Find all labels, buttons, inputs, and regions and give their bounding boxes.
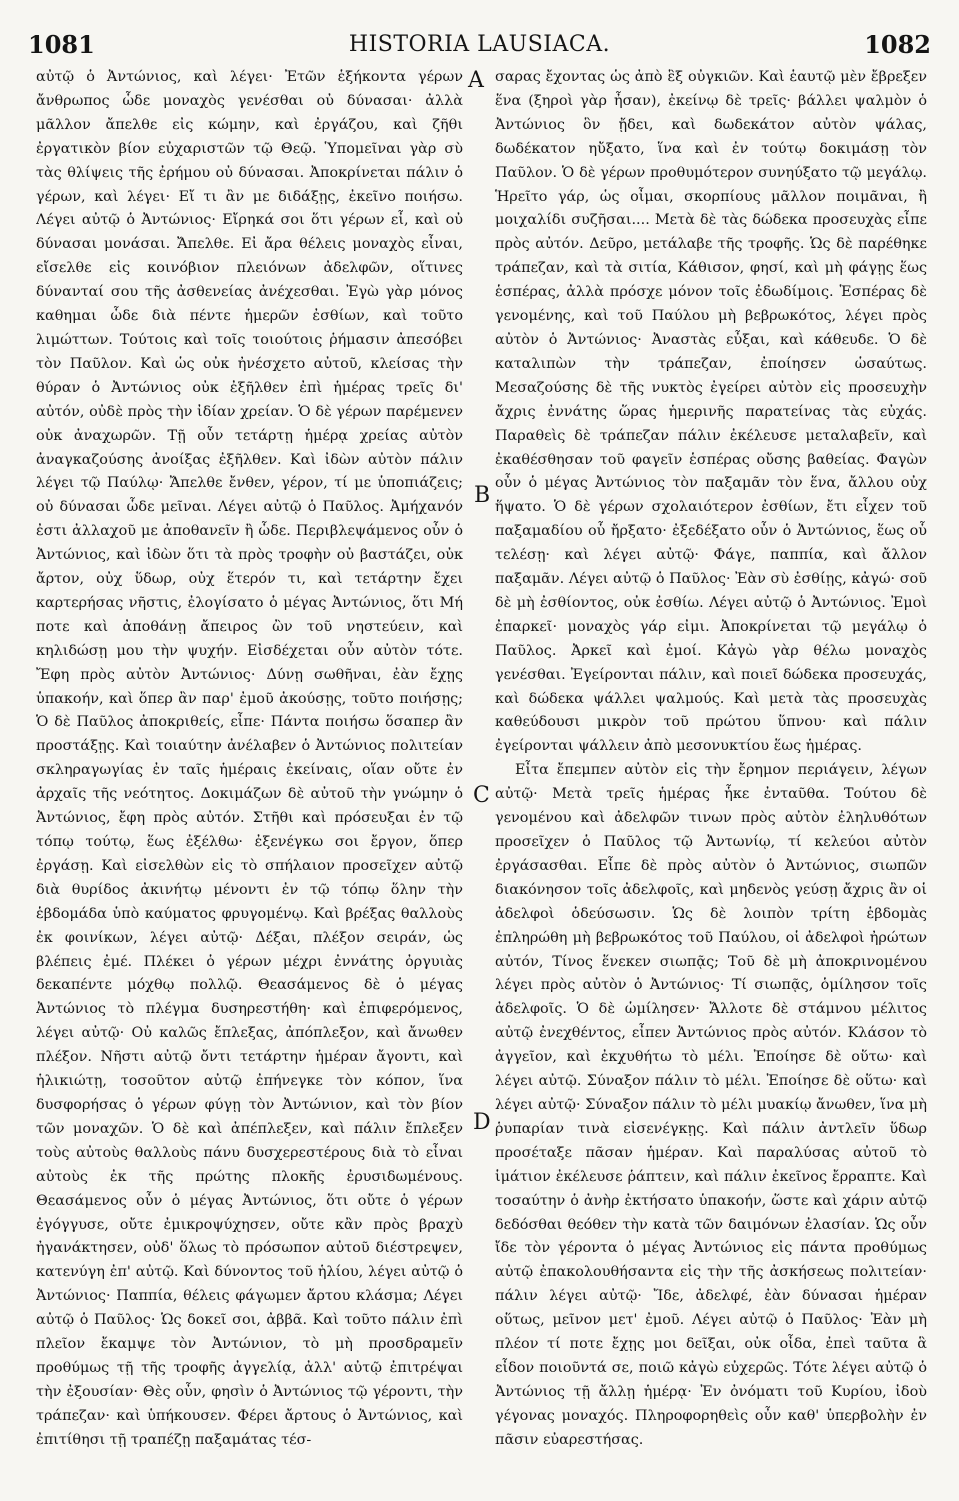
paragraph: σαρας ἔχοντας ὡς ἀπὸ ἓξ οὐγκιῶν. Καὶ ἑαυτῷ μὲν ἔβρεξεν ἕνα (ξηροὶ γὰρ ἦσαν), ἐκείνῳ δὲ τρεῖς· βάλλει ψαλμὸν ὁ Ἀντώνιος ὃν ᾔδει, καὶ δωδεκάτον αὐτὸν ψάλας, δωδέκατον ηὔξατο, ἵνα καὶ ἐν τούτῳ δοκιμάσῃ τὸν Παῦλον. Ὁ δὲ γέρων προθυμότερον συνηύξατο τῷ μεγάλῳ. Ἡρεῖτο γάρ, ὡς οἶμαι, σκορπίους μᾶλλον ποιμᾶναι, ἢ μοιχαλίδι συζῆσαι.... Μετὰ δὲ τὰς δώδεκα προσευχὰς εἶπε πρὸς αὐτόν. Δεῦρο, μετάλαβε τῆς τροφῆς. Ὡς δὲ παρέθηκε τράπεζαν, καὶ τὰ σιτία, Κάθισον, φησί, καὶ μὴ φάγῃς ἕως ἑσπέρας, ἀλλὰ πρόσχε μόνον τοῖς ἐδωδίμοις. Ἑσπέρας δὲ γενομένης, καὶ τοῦ Παύλου μὴ βεβρωκότος, λέγει πρὸς αὐτὸν ὁ Ἀντώνιος· Ἀναστὰς εὖξαι, καὶ κάθευδε. Ὁ δὲ καταλιπὼν τὴν τράπεζαν, ἐποίησεν ὡσαύτως. Μεσαζούσης δὲ τῆς νυκτὸς ἐγείρει αὐτὸν εἰς προσευχὴν ἄχρις ἐννάτης ὥρας ἡμερινῆς παρατείνας τὰς εὐχάς. Παραθεὶς δὲ τράπεζαν πάλιν ἐκέλευσε μεταλαβεῖν, καὶ ἐκαθέσθησαν τοῦ φαγεῖν ἑσπέρας οὔσης βαθείας. Φαγὼν οὖν ὁ μέγας Ἀντώνιος τὸν παξαμᾶν τὸν ἕνα, ἄλλου οὐχ ἥψατο. Ὁ δὲ γέρων σχολαιότερον ἐσθίων, ἔτι εἶχεν τοῦ παξαμαδίου οὗ ἤρξατο· ἐξεδέξατο οὖν ὁ Ἀντώνιος, ἕως οὗ τελέσῃ· καὶ λέγει αὐτῷ· Φάγε, παππία, καὶ ἄλλον παξαμᾶν. Λέγει αὐτῷ ὁ Παῦλος· Ἐὰν σὺ ἐσθίῃς, κἀγώ· σοῦ δὲ μὴ ἐσθίοντος, οὐκ ἐσθίω. Λέγει αὐτῷ ὁ Ἀντώνιος. Ἐμοὶ ἐπαρκεῖ· μοναχὸς γάρ εἰμι. Ἀποκρίνεται τῷ μεγάλῳ ὁ Παῦλος. Ἀρκεῖ καὶ ἐμοί. Κἀγὼ γὰρ θέλω μοναχὸς γενέσθαι. Ἐγείρονται πάλιν, καὶ ποιεῖ δώδεκα προσευχάς, καὶ δώδεκα ψάλλει ψαλμούς. Καὶ μετὰ τὰς προσευχὰς καθεύδουσι μικρὸν τοῦ πρώτου ὕπνου· καὶ πάλιν ἐγείρονται ψάλλειν ἀπὸ μεσονυκτίου ἕως ἡμέρας. (495, 69, 927, 755)
page-number-left: 1081 (28, 30, 95, 59)
paragraph: αὐτῷ ὁ Ἀντώνιος, καὶ λέγει· Ἐτῶν ἑξήκοντα γέρων ἄνθρωπος ὧδε μοναχὸς γενέσθαι οὐ δύνασαι· ἀλλὰ μᾶλλον ἄπελθε εἰς κώμην, καὶ ἐργάζου, καὶ ζῆθι ἐργατικὸν βίον εὐχαριστῶν τῷ Θεῷ. Ὑπομεῖναι γὰρ σὺ τὰς θλίψεις τῆς ἐρήμου οὐ δύνασαι. Ἀποκρίνεται πάλιν ὁ γέρων, καὶ λέγει· Εἴ τι ἂν με διδάξῃς, ἐκεῖνο ποιήσω. Λέγει αὐτῷ ὁ Ἀντώνιος· Εἴρηκά σοι ὅτι γέρων εἶ, καὶ οὐ δύνασαι μονάσαι. Ἄπελθε. Εἰ ἄρα θέλεις μοναχὸς εἶναι, εἴσελθε εἰς κοινόβιον πλειόνων ἀδελφῶν, οἵτινες δύνανταί σου τῆς ἀσθενείας ἀνέχεσθαι. Ἐγὼ γὰρ μόνος καθημαι ὧδε διὰ πέντε ἡμερῶν ἐσθίων, καὶ τοῦτο λιμώττων. Τούτοις καὶ τοῖς τοιούτοις ῥήμασιν ἀπεσόβει τὸν Παῦλον. Καὶ ὡς οὐκ ἠνέσχετο αὐτοῦ, κλείσας τὴν θύραν ὁ Ἀντώνιος οὐκ ἐξῆλθεν ἐπὶ ἡμέρας τρεῖς δι' αὐτόν, οὐδὲ πρὸς τὴν ἰδίαν χρείαν. Ὁ δὲ γέρων παρέμενεν οὐκ ἀναχωρῶν. Τῇ οὖν τετάρτῃ ἡμέρᾳ χρείας αὐτὸν ἀναγκαζούσης ἀνοίξας ἐξῆλθεν. Καὶ ἰδὼν αὐτὸν πάλιν λέγει τῷ Παύλῳ· Ἄπελθε ἔνθεν, γέρον, τί με ὑποπιάζεις; οὐ δύνασαι ὧδε μεῖναι. Λέγει αὐτῷ ὁ Παῦλος. Ἀμήχανόν ἐστι ἀλλαχοῦ με ἀποθανεῖν ἢ ὧδε. Περιβλεψάμενος οὖν ὁ Ἀντώνιος, καὶ ἰδὼν ὅτι τὰ πρὸς τροφὴν οὐ βαστάζει, οὐκ ἄρτον, οὐχ ὕδωρ, οὐχ ἕτερόν τι, καὶ τετάρτην ἔχει καρτερήσας νῆστις, ἐλογίσατο ὁ μέγας Ἀντώνιος, ὅτι Μή ποτε καὶ ἀποθάνῃ ἄπειρος ὢν τοῦ νηστεύειν, καὶ κηλιδώσῃ μου τὴν ψυχήν. Εἰσδέχεται οὖν αὐτὸν τότε. Ἔφη πρὸς αὐτὸν Ἀντώνιος· Δύνῃ σωθῆναι, ἐὰν ἔχῃς ὑπακοήν, καὶ ὅπερ ἂν παρ' ἐμοῦ ἀκούσῃς, τοῦτο ποιήσῃς; Ὁ δὲ Παῦλος ἀποκριθείς, εἶπε· Πάντα ποιήσω ὅσαπερ ἂν προστάξῃς. Καὶ τοιαύτην ἀνέλαβεν ὁ Ἀντώνιος πολιτείαν σκληραγωγίας ἐν ταῖς ἡμέραις ἐκείναις, οἵαν οὔτε ἐν ἀρχαῖς τῆς νεότητος. Δοκιμάζων δὲ αὐτοῦ τὴν γνώμην ὁ Ἀντώνιος, ἔφη πρὸς αὐτόν. Στῆθι καὶ πρόσευξαι ἐν τῷ τόπῳ τούτῳ, ἕως ἐξέλθω· ἐξενέγκω σοι ἔργον, ὅπερ ἐργάσῃ. Καὶ εἰσελθὼν εἰς τὸ σπήλαιον προσεῖχεν αὐτῷ διὰ θυρίδος ἀκινήτῳ μένοντι ἐν τῷ τόπῳ ὅλην τὴν ἑβδομάδα ὑπὸ καύματος φρυγομένῳ. Καὶ βρέξας θαλλοὺς ἐκ φοινίκων, λέγει αὐτῷ· Δέξαι, πλέξον σειράν, ὡς βλέπεις ἐμέ. Πλέκει ὁ γέρων μέχρι ἐννάτης ὀργυιὰς δεκαπέντε μόχθῳ πολλῷ. Θεασάμενος δὲ ὁ μέγας Ἀντώνιος τὸ πλέγμα δυσηρεστήθη· καὶ ἐπιφερόμενος, λέγει αὐτῷ· Οὐ καλῶς ἔπλεξας, ἀπόπλεξον, καὶ ἄνωθεν πλέξον. Νῆστι αὐτῷ ὄντι τετάρτην ἡμέραν ἄγοντι, καὶ ἡλικιώτῃ, τοσοῦτον αὐτῷ ἐπήνεγκε τὸν κόπον, ἵνα δυσφορήσας ὁ γέρων φύγῃ τὸν Ἀντώνιον, καὶ τὸν βίον τῶν μοναχῶν. Ὁ δὲ καὶ ἀπέπλεξεν, καὶ πάλιν ἔπλεξεν τοὺς αὐτοὺς θαλλοὺς πάνυ δυσχερεστέρους διὰ τὸ εἶναι αὐτοὺς ἐκ τῆς πρώτης πλοκῆς ἐρυσιδωμένους. Θεασάμενος οὖν ὁ μέγας Ἀντώνιος, ὅτι οὔτε ὁ γέρων ἐγόγγυσε, οὔτε ἐμικροψύχησεν, οὔτε κἂν πρὸς βραχὺ ἠγανάκτησεν, οὐδ' ὅλως τὸ πρόσωπον αὐτοῦ διέστρεψεν, κατενύγη ἐπ' αὐτῷ. Καὶ δύνοντος τοῦ ἡλίου, λέγει αὐτῷ ὁ Ἀντώνιος· Παππία, θέλεις φάγωμεν ἄρτου κλάσμα; Λέγει αὐτῷ ὁ Παῦλος· Ὡς δοκεῖ σοι, ἀββᾶ. Καὶ τοῦτο πάλιν ἐπὶ πλεῖον ἔκαμψε τὸν Ἀντώνιον, τὸ μὴ προσδραμεῖν προθύμως τῇ τῆς τροφῆς ἀγγελίᾳ, ἀλλ' αὐτῷ ἐπιτρέψαι τὴν ἐξουσίαν· Θὲς οὖν, φησὶν ὁ Ἀντώνιος τῷ γέροντι, τὴν τράπεζαν· καὶ ὑπήκουσεν. Φέρει ἄρτους ὁ Ἀντώνιος, καὶ ἐπιτίθησι τῇ τραπέζῃ παξαμάτας τέσ- (36, 69, 463, 1448)
margin-marker-a: A (468, 68, 484, 93)
right-column (495, 66, 927, 1476)
margin-marker-b: B (474, 483, 491, 508)
margin-marker-d: D (473, 1110, 491, 1135)
paragraph: Εἶτα ἔπεμπεν αὐτὸν εἰς τὴν ἔρημον περιάγειν, λέγων αὐτῷ· Μετὰ τρεῖς ἡμέρας ἧκε ἐνταῦθα. Τούτου δὲ γενομένου καὶ ἀδελφῶν τινων πρὸς αὐτὸν ἐληλυθότων προσεῖχεν ὁ Παῦλος τῷ Ἀντωνίῳ, τί κελεύοι αὐτὸν ἐργάσασθαι. Εἶπε δὲ πρὸς αὐτὸν ὁ Ἀντώνιος, σιωπῶν διακόνησον τοῖς ἀδελφοῖς, καὶ μηδενὸς γεύσῃ ἄχρις ἂν οἱ ἀδελφοὶ ὁδεύσωσιν. Ὡς δὲ λοιπὸν τρίτη ἑβδομὰς ἐπληρώθη μὴ βεβρωκότος τοῦ Παύλου, οἱ ἀδελφοὶ ἠρώτων αὐτόν, Τίνος ἕνεκεν σιωπᾷς; Τοῦ δὲ μὴ ἀποκρινομένου λέγει πρὸς αὐτὸν ὁ Ἀντώνιος· Τί σιωπᾷς, ὁμίλησον τοῖς ἀδελφοῖς. Ὁ δὲ ὡμίλησεν· Ἄλλοτε δὲ στάμνου μέλιτος αὐτῷ ἐνεχθέντος, εἶπεν Ἀντώνιος πρὸς αὐτόν. Κλάσον τὸ ἀγγεῖον, καὶ ἐκχυθήτω τὸ μέλι. Ἐποίησε δὲ οὕτω· καὶ λέγει αὐτῷ. Σύναξον πάλιν τὸ μέλι. Ἐποίησε δὲ οὕτω· καὶ λέγει αὐτῷ· Σύναξον πάλιν τὸ μέλι μυακίῳ ἄνωθεν, ἵνα μὴ ῥυπαρίαν τινὰ εἰσενέγκῃς. Καὶ πάλιν ἀντλεῖν ὕδωρ προσέταξε πᾶσαν ἡμέραν. Καὶ παραλύσας αὐτοῦ τὸ ἱμάτιον ἐκέλευσε ῥάπτειν, καὶ πάλιν ἐκεῖνος ἔρραπτε. Καὶ τοσαύτην ὁ ἀνὴρ ἐκτήσατο ὑπακοήν, ὥστε καὶ χάριν αὐτῷ δεδόσθαι θεόθεν τὴν κατὰ τῶν δαιμόνων ἐλασίαν. Ὡς οὖν ἴδε τὸν γέροντα ὁ μέγας Ἀντώνιος εἰς πάντα προθύμως αὐτῷ ἐπακολουθήσαντα εἰς τὴν τῆς ἀσκήσεως πολιτείαν· πάλιν λέγει αὐτῷ· Ἴδε, ἀδελφέ, ἐὰν δύνασαι ἡμέραν οὕτως, μεῖνον μετ' ἐμοῦ. Λέγει αὐτῷ ὁ Παῦλος· Ἐὰν μὴ πλέον τί ποτε ἔχῃς μοι δεῖξαι, οὐκ οἶδα, ἐπεὶ ταῦτα ἃ εἶδον ποιοῦντά σε, ποιῶ κἀγὼ εὐχερῶς. Τότε λέγει αὐτῷ ὁ Ἀντώνιος τῇ ἄλλῃ ἡμέρᾳ· Ἐν ὀνόματι τοῦ Κυρίου, ἰδοὺ γέγονας μοναχός. Πληροφορηθεὶς οὖν καθ' ὑπερβολὴν ἐν πᾶσιν εὐαρεστήσας. (495, 762, 927, 1448)
page-number-right: 1082 (864, 30, 931, 59)
running-title: HISTORIA LAUSIACA. (348, 32, 611, 57)
page-header (28, 30, 931, 64)
left-column (36, 66, 463, 1476)
margin-marker-c: C (473, 783, 490, 808)
